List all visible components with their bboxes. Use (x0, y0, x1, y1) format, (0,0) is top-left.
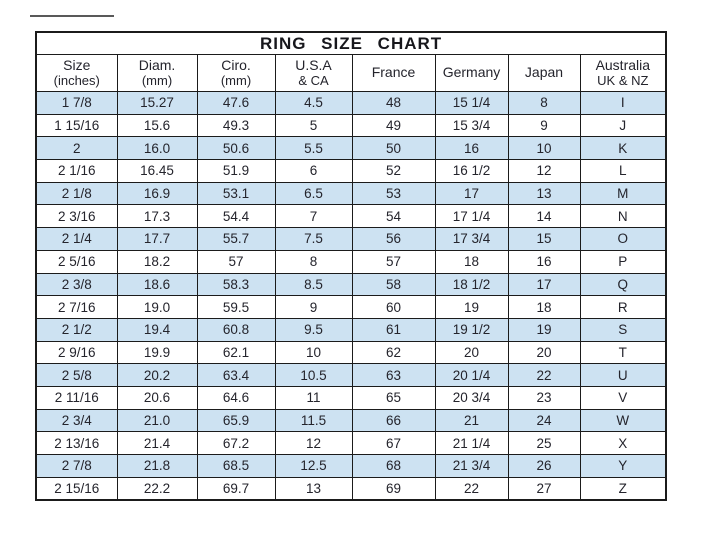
table-cell: 7.5 (275, 228, 352, 251)
column-header-france (352, 55, 435, 92)
table-cell: 58 (352, 273, 435, 296)
table-cell: 15.6 (117, 114, 197, 137)
table-cell: 60.8 (197, 318, 275, 341)
table-cell: 62 (352, 341, 435, 364)
table-row (36, 477, 666, 500)
column-header-label: France (371, 64, 416, 81)
table-cell: 13 (508, 182, 580, 205)
column-header-u-s-a (275, 55, 352, 92)
table-cell: 15 1/4 (435, 92, 508, 115)
table-cell: 50.6 (197, 137, 275, 160)
table-row (36, 409, 666, 432)
table-cell: 22.2 (117, 477, 197, 500)
scan-artifact-line (30, 15, 114, 17)
table-cell: 9 (275, 296, 352, 319)
table-cell: 53 (352, 182, 435, 205)
column-header-diam (117, 55, 197, 92)
table-cell: 2 9/16 (36, 341, 117, 364)
table-cell: 51.9 (197, 160, 275, 183)
table-cell: 25 (508, 432, 580, 455)
table-cell: 17 1/4 (435, 205, 508, 228)
table-cell: T (580, 341, 666, 364)
table-cell: 17 3/4 (435, 228, 508, 251)
table-cell: 1 7/8 (36, 92, 117, 115)
table-cell: 16 (508, 250, 580, 273)
table-cell: 2 1/8 (36, 182, 117, 205)
column-header-sublabel: UK & NZ (597, 72, 649, 88)
table-cell: 67 (352, 432, 435, 455)
column-header-japan (508, 55, 580, 92)
table-cell: X (580, 432, 666, 455)
column-header-label: Australia (595, 56, 651, 73)
table-cell: 16.9 (117, 182, 197, 205)
table-cell: 63 (352, 364, 435, 387)
table-cell: 15 (508, 228, 580, 251)
table-cell: O (580, 228, 666, 251)
table-cell: 58.3 (197, 273, 275, 296)
table-cell: 26 (508, 455, 580, 478)
table-cell: Y (580, 455, 666, 478)
table-cell: 21.0 (117, 409, 197, 432)
table-cell: 18.2 (117, 250, 197, 273)
column-header-ciro (197, 55, 275, 92)
table-cell: 67.2 (197, 432, 275, 455)
ring-size-chart-table (35, 31, 667, 501)
column-header-label: U.S.A (295, 56, 332, 73)
table-cell: 2 5/16 (36, 250, 117, 273)
table-cell: 68.5 (197, 455, 275, 478)
table-cell: 11.5 (275, 409, 352, 432)
table-cell: 19 1/2 (435, 318, 508, 341)
table-cell: 49.3 (197, 114, 275, 137)
table-cell: 2 15/16 (36, 477, 117, 500)
table-cell: 2 13/16 (36, 432, 117, 455)
table-cell: 15 3/4 (435, 114, 508, 137)
table-cell: 8 (508, 92, 580, 115)
table-cell: 57 (197, 250, 275, 273)
table-cell: 16.45 (117, 160, 197, 183)
table-cell: 16 1/2 (435, 160, 508, 183)
table-cell: 2 3/4 (36, 409, 117, 432)
table-row (36, 228, 666, 251)
table-row (36, 432, 666, 455)
column-header-label: Size (63, 56, 91, 73)
column-header-label: Diam. (138, 56, 176, 73)
table-cell: 56 (352, 228, 435, 251)
table-cell: 23 (508, 386, 580, 409)
table-cell: 65 (352, 386, 435, 409)
table-cell: Q (580, 273, 666, 296)
table-row (36, 160, 666, 183)
title-row (36, 32, 666, 55)
table-cell: N (580, 205, 666, 228)
table-cell: 65.9 (197, 409, 275, 432)
column-header-label: Japan (524, 64, 564, 81)
column-header-sublabel: & CA (298, 72, 329, 88)
table-cell: 57 (352, 250, 435, 273)
table-cell: 17.3 (117, 205, 197, 228)
table-row (36, 318, 666, 341)
column-header-label: Ciro. (221, 56, 251, 73)
table-cell: I (580, 92, 666, 115)
table-cell: 2 3/16 (36, 205, 117, 228)
table-cell: 20 (435, 341, 508, 364)
table-cell: 8 (275, 250, 352, 273)
table-cell: 21.8 (117, 455, 197, 478)
table-cell: 7 (275, 205, 352, 228)
table-row (36, 364, 666, 387)
table-cell: 19.9 (117, 341, 197, 364)
table-cell: 21 3/4 (435, 455, 508, 478)
table-cell: 54.4 (197, 205, 275, 228)
table-cell: 5.5 (275, 137, 352, 160)
table-cell: R (580, 296, 666, 319)
table-cell: 21 (435, 409, 508, 432)
table-row (36, 114, 666, 137)
table-cell: 11 (275, 386, 352, 409)
table-cell: 60 (352, 296, 435, 319)
column-header-row (36, 55, 666, 92)
table-cell: 19.0 (117, 296, 197, 319)
table-cell: 16.0 (117, 137, 197, 160)
table-cell: 13 (275, 477, 352, 500)
table-cell: 17 (435, 182, 508, 205)
table-cell: 12.5 (275, 455, 352, 478)
table-cell: 8.5 (275, 273, 352, 296)
column-header-label: Germany (442, 64, 501, 81)
table-cell: 21 1/4 (435, 432, 508, 455)
table-cell: S (580, 318, 666, 341)
table-cell: V (580, 386, 666, 409)
table-cell: 22 (508, 364, 580, 387)
table-cell: 20.6 (117, 386, 197, 409)
column-header-size (36, 55, 117, 92)
table-row (36, 341, 666, 364)
table-cell: 52 (352, 160, 435, 183)
table-row (36, 273, 666, 296)
table-cell: 53.1 (197, 182, 275, 205)
table-cell: Z (580, 477, 666, 500)
table-row (36, 205, 666, 228)
table-cell: P (580, 250, 666, 273)
table-cell: 18 (435, 250, 508, 273)
table-cell: K (580, 137, 666, 160)
table-cell: 4.5 (275, 92, 352, 115)
table-cell: 2 1/16 (36, 160, 117, 183)
table-cell: 24 (508, 409, 580, 432)
table-cell: 20 3/4 (435, 386, 508, 409)
table-cell: 20 1/4 (435, 364, 508, 387)
table-cell: 63.4 (197, 364, 275, 387)
table-cell: 2 7/8 (36, 455, 117, 478)
table-cell: 20.2 (117, 364, 197, 387)
table-cell: J (580, 114, 666, 137)
table-row (36, 92, 666, 115)
table-cell: 2 1/4 (36, 228, 117, 251)
table-cell: 66 (352, 409, 435, 432)
table-cell: 20 (508, 341, 580, 364)
table-body (36, 92, 666, 501)
table-cell: 2 7/16 (36, 296, 117, 319)
table-cell: 12 (275, 432, 352, 455)
table-cell: 5 (275, 114, 352, 137)
table-cell: 19 (508, 318, 580, 341)
table-cell: 1 15/16 (36, 114, 117, 137)
table-row (36, 250, 666, 273)
table-cell: 47.6 (197, 92, 275, 115)
table-cell: L (580, 160, 666, 183)
table-cell: 15.27 (117, 92, 197, 115)
table-cell: 2 3/8 (36, 273, 117, 296)
table-cell: 9.5 (275, 318, 352, 341)
table-cell: 62.1 (197, 341, 275, 364)
table-cell: 2 5/8 (36, 364, 117, 387)
table-cell: 19.4 (117, 318, 197, 341)
table-cell: 61 (352, 318, 435, 341)
table-cell: 49 (352, 114, 435, 137)
table-cell: 2 11/16 (36, 386, 117, 409)
table-row (36, 386, 666, 409)
table-cell: 18.6 (117, 273, 197, 296)
table-cell: M (580, 182, 666, 205)
column-header-germany (435, 55, 508, 92)
table-row (36, 455, 666, 478)
table-cell: 55.7 (197, 228, 275, 251)
table-cell: 64.6 (197, 386, 275, 409)
table-cell: 10 (275, 341, 352, 364)
table-cell: 48 (352, 92, 435, 115)
table-cell: W (580, 409, 666, 432)
table-cell: 69 (352, 477, 435, 500)
table-cell: 12 (508, 160, 580, 183)
column-header-sublabel: (mm) (220, 72, 252, 88)
table-cell: 18 (508, 296, 580, 319)
table-cell: 27 (508, 477, 580, 500)
column-header-sublabel: (mm) (141, 72, 173, 88)
table-cell: 9 (508, 114, 580, 137)
table-cell: 59.5 (197, 296, 275, 319)
table-cell: 10.5 (275, 364, 352, 387)
table-cell: 10 (508, 137, 580, 160)
column-header-sublabel: (inches) (53, 72, 100, 88)
table-cell: 2 1/2 (36, 318, 117, 341)
table-cell: 22 (435, 477, 508, 500)
table-row (36, 296, 666, 319)
table-cell: 50 (352, 137, 435, 160)
chart-title: RING SIZE CHART (36, 32, 666, 55)
table-cell: U (580, 364, 666, 387)
table-row (36, 137, 666, 160)
table-row (36, 182, 666, 205)
table-cell: 68 (352, 455, 435, 478)
table-cell: 6 (275, 160, 352, 183)
table-cell: 2 (36, 137, 117, 160)
table-cell: 69.7 (197, 477, 275, 500)
table-cell: 6.5 (275, 182, 352, 205)
table-cell: 21.4 (117, 432, 197, 455)
table-cell: 17.7 (117, 228, 197, 251)
table-cell: 54 (352, 205, 435, 228)
table-cell: 17 (508, 273, 580, 296)
table-cell: 19 (435, 296, 508, 319)
table-cell: 14 (508, 205, 580, 228)
column-header-australia (580, 55, 666, 92)
table-cell: 16 (435, 137, 508, 160)
table-cell: 18 1/2 (435, 273, 508, 296)
